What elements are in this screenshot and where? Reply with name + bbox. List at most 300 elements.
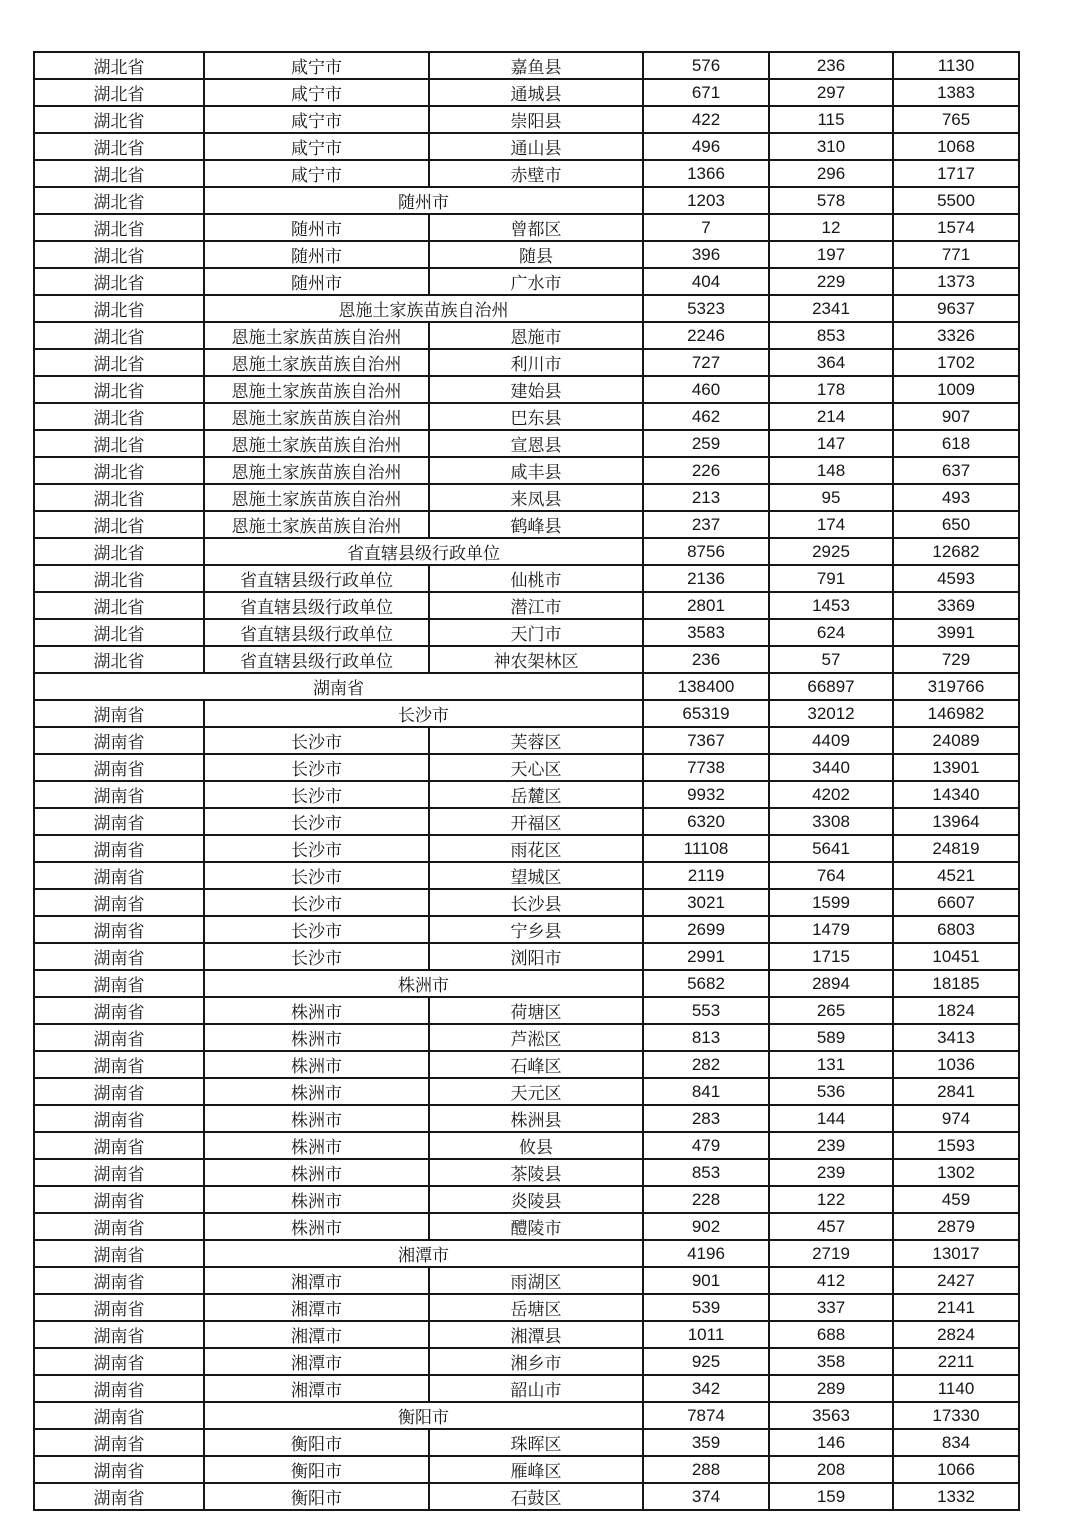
- table-cell: 长沙市: [204, 727, 429, 754]
- table-cell: 553: [643, 997, 769, 1024]
- table-cell: 5641: [769, 835, 893, 862]
- table-cell: 望城区: [429, 862, 643, 889]
- table-cell: 长沙市: [204, 754, 429, 781]
- table-cell: 374: [643, 1483, 769, 1510]
- table-cell: 岳麓区: [429, 781, 643, 808]
- table-cell: 1036: [893, 1051, 1019, 1078]
- table-cell: 671: [643, 79, 769, 106]
- table-cell: 3369: [893, 592, 1019, 619]
- table-cell: 省直辖县级行政单位: [204, 565, 429, 592]
- table-cell: 恩施土家族苗族自治州: [204, 430, 429, 457]
- table-cell: 122: [769, 1186, 893, 1213]
- table-cell: 319766: [893, 673, 1019, 700]
- table-cell: 湖南省: [34, 1051, 204, 1078]
- table-cell: 493: [893, 484, 1019, 511]
- table-row: [34, 754, 1019, 781]
- table-cell: 天门市: [429, 619, 643, 646]
- table-row: [34, 160, 1019, 187]
- table-cell: 7: [643, 214, 769, 241]
- table-row: [34, 781, 1019, 808]
- table-cell: 459: [893, 1186, 1019, 1213]
- table-cell: 4593: [893, 565, 1019, 592]
- table-cell: 长沙市: [204, 889, 429, 916]
- table-cell: 湖北省: [34, 511, 204, 538]
- table-cell: 湖南省: [34, 970, 204, 997]
- table-cell: 229: [769, 268, 893, 295]
- table-row: [34, 322, 1019, 349]
- table-cell: 1715: [769, 943, 893, 970]
- table-cell: 湖南省: [34, 1294, 204, 1321]
- table-row: [34, 970, 1019, 997]
- table-cell: 1066: [893, 1456, 1019, 1483]
- table-row: [34, 1267, 1019, 1294]
- table-cell: 239: [769, 1159, 893, 1186]
- table-row: [34, 646, 1019, 673]
- table-cell: 853: [769, 322, 893, 349]
- table-cell: 404: [643, 268, 769, 295]
- table-cell: 5682: [643, 970, 769, 997]
- table-cell: 湖南省: [34, 727, 204, 754]
- table-cell: 1453: [769, 592, 893, 619]
- table-cell: 韶山市: [429, 1375, 643, 1402]
- table-cell: 539: [643, 1294, 769, 1321]
- table-body: [34, 52, 1019, 1510]
- table-cell: 32012: [769, 700, 893, 727]
- table-cell: 芦淞区: [429, 1024, 643, 1051]
- table-row: [34, 1402, 1019, 1429]
- table-row: [34, 1483, 1019, 1510]
- table-row: [34, 1456, 1019, 1483]
- table-cell: 138400: [643, 673, 769, 700]
- table-cell: 228: [643, 1186, 769, 1213]
- table-cell: 湖北省: [34, 457, 204, 484]
- table-cell: 1130: [893, 52, 1019, 79]
- table-cell: 771: [893, 241, 1019, 268]
- table-cell: 湖南省: [34, 1078, 204, 1105]
- table-cell: 湖北省: [34, 592, 204, 619]
- table-cell: 仙桃市: [429, 565, 643, 592]
- table-cell: 咸宁市: [204, 52, 429, 79]
- table-cell: 17330: [893, 1402, 1019, 1429]
- table-cell: 283: [643, 1105, 769, 1132]
- table-cell: 雁峰区: [429, 1456, 643, 1483]
- city-total-cell: 恩施土家族苗族自治州: [204, 295, 643, 322]
- table-cell: 6803: [893, 916, 1019, 943]
- table-row: [34, 1375, 1019, 1402]
- table-cell: 11108: [643, 835, 769, 862]
- table-row: [34, 1321, 1019, 1348]
- table-cell: 湖北省: [34, 295, 204, 322]
- table-cell: 1599: [769, 889, 893, 916]
- table-cell: 3991: [893, 619, 1019, 646]
- province-total-cell: 湖南省: [34, 673, 643, 700]
- table-row: [34, 187, 1019, 214]
- table-cell: 湖北省: [34, 484, 204, 511]
- table-cell: 湖南省: [34, 1267, 204, 1294]
- table-cell: 湘潭市: [204, 1294, 429, 1321]
- table-cell: 湖北省: [34, 79, 204, 106]
- table-cell: 6607: [893, 889, 1019, 916]
- table-cell: 湖南省: [34, 1483, 204, 1510]
- table-cell: 624: [769, 619, 893, 646]
- table-cell: 荷塘区: [429, 997, 643, 1024]
- table-cell: 湘潭市: [204, 1375, 429, 1402]
- table-cell: 2879: [893, 1213, 1019, 1240]
- table-cell: 422: [643, 106, 769, 133]
- table-cell: 12682: [893, 538, 1019, 565]
- table-cell: 湖北省: [34, 376, 204, 403]
- table-cell: 214: [769, 403, 893, 430]
- table-cell: 727: [643, 349, 769, 376]
- table-row: [34, 106, 1019, 133]
- table-row: [34, 808, 1019, 835]
- table-cell: 建始县: [429, 376, 643, 403]
- table-row: [34, 1132, 1019, 1159]
- table-row: [34, 673, 1019, 700]
- table-cell: 湖南省: [34, 1429, 204, 1456]
- table-cell: 1479: [769, 916, 893, 943]
- table-cell: 赤壁市: [429, 160, 643, 187]
- table-row: [34, 484, 1019, 511]
- table-cell: 1373: [893, 268, 1019, 295]
- table-cell: 湖北省: [34, 241, 204, 268]
- table-cell: 197: [769, 241, 893, 268]
- table-row: [34, 214, 1019, 241]
- table-cell: 湖南省: [34, 1024, 204, 1051]
- table-cell: 湖北省: [34, 187, 204, 214]
- table-row: [34, 1429, 1019, 1456]
- table-cell: 4521: [893, 862, 1019, 889]
- table-cell: 雨湖区: [429, 1267, 643, 1294]
- table-cell: 湖北省: [34, 430, 204, 457]
- table-cell: 8756: [643, 538, 769, 565]
- table-cell: 460: [643, 376, 769, 403]
- table-row: [34, 1294, 1019, 1321]
- table-cell: 237: [643, 511, 769, 538]
- table-cell: 457: [769, 1213, 893, 1240]
- table-cell: 7367: [643, 727, 769, 754]
- table-cell: 石峰区: [429, 1051, 643, 1078]
- table-cell: 576: [643, 52, 769, 79]
- table-row: [34, 295, 1019, 322]
- table-row: [34, 376, 1019, 403]
- table-cell: 石鼓区: [429, 1483, 643, 1510]
- table-cell: 湘潭县: [429, 1321, 643, 1348]
- table-cell: 湘潭市: [204, 1267, 429, 1294]
- table-cell: 来凤县: [429, 484, 643, 511]
- table-cell: 随州市: [204, 214, 429, 241]
- table-cell: 株洲市: [204, 1213, 429, 1240]
- table-cell: 174: [769, 511, 893, 538]
- table-row: [34, 1240, 1019, 1267]
- table-cell: 2719: [769, 1240, 893, 1267]
- table-cell: 3563: [769, 1402, 893, 1429]
- table-cell: 省直辖县级行政单位: [204, 646, 429, 673]
- table-cell: 长沙市: [204, 916, 429, 943]
- table-cell: 湖南省: [34, 781, 204, 808]
- table-cell: 1068: [893, 133, 1019, 160]
- table-cell: 湘潭市: [204, 1321, 429, 1348]
- table-row: [34, 1159, 1019, 1186]
- table-cell: 2925: [769, 538, 893, 565]
- table-cell: 恩施土家族苗族自治州: [204, 484, 429, 511]
- table-cell: 湘潭市: [204, 1348, 429, 1375]
- table-cell: 3413: [893, 1024, 1019, 1051]
- table-cell: 湖北省: [34, 133, 204, 160]
- table-cell: 765: [893, 106, 1019, 133]
- table-cell: 66897: [769, 673, 893, 700]
- table-cell: 长沙市: [204, 835, 429, 862]
- table-row: [34, 1051, 1019, 1078]
- table-cell: 236: [769, 52, 893, 79]
- table-cell: 嘉鱼县: [429, 52, 643, 79]
- table-cell: 恩施土家族苗族自治州: [204, 376, 429, 403]
- table-cell: 湖北省: [34, 268, 204, 295]
- table-cell: 恩施土家族苗族自治州: [204, 403, 429, 430]
- table-row: [34, 700, 1019, 727]
- table-cell: 湖南省: [34, 1348, 204, 1375]
- table-cell: 902: [643, 1213, 769, 1240]
- table-cell: 恩施土家族苗族自治州: [204, 511, 429, 538]
- table-row: [34, 79, 1019, 106]
- table-cell: 289: [769, 1375, 893, 1402]
- table-cell: 637: [893, 457, 1019, 484]
- table-cell: 湖南省: [34, 835, 204, 862]
- table-cell: 广水市: [429, 268, 643, 295]
- table-cell: 208: [769, 1456, 893, 1483]
- table-cell: 2136: [643, 565, 769, 592]
- table-cell: 2824: [893, 1321, 1019, 1348]
- table-cell: 65319: [643, 700, 769, 727]
- table-cell: 长沙市: [204, 808, 429, 835]
- table-cell: 天心区: [429, 754, 643, 781]
- table-cell: 湖南省: [34, 1321, 204, 1348]
- table-cell: 神农架林区: [429, 646, 643, 673]
- table-cell: 湖北省: [34, 106, 204, 133]
- table-cell: 1383: [893, 79, 1019, 106]
- table-cell: 296: [769, 160, 893, 187]
- city-total-cell: 长沙市: [204, 700, 643, 727]
- table-row: [34, 1213, 1019, 1240]
- table-cell: 2991: [643, 943, 769, 970]
- table-cell: 湘乡市: [429, 1348, 643, 1375]
- table-cell: 4196: [643, 1240, 769, 1267]
- table-cell: 湖南省: [34, 943, 204, 970]
- table-cell: 297: [769, 79, 893, 106]
- table-cell: 282: [643, 1051, 769, 1078]
- table-cell: 115: [769, 106, 893, 133]
- table-cell: 1203: [643, 187, 769, 214]
- table-cell: 3021: [643, 889, 769, 916]
- table-cell: 随州市: [204, 268, 429, 295]
- table-cell: 359: [643, 1429, 769, 1456]
- table-cell: 841: [643, 1078, 769, 1105]
- table-cell: 长沙市: [204, 781, 429, 808]
- table-cell: 湖南省: [34, 1159, 204, 1186]
- table-cell: 578: [769, 187, 893, 214]
- table-cell: 湖南省: [34, 1186, 204, 1213]
- table-cell: 炎陵县: [429, 1186, 643, 1213]
- table-cell: 131: [769, 1051, 893, 1078]
- table-cell: 496: [643, 133, 769, 160]
- table-cell: 147: [769, 430, 893, 457]
- table-cell: 湖北省: [34, 52, 204, 79]
- table-cell: 开福区: [429, 808, 643, 835]
- table-cell: 湖南省: [34, 754, 204, 781]
- table-cell: 湖南省: [34, 1213, 204, 1240]
- city-total-cell: 衡阳市: [204, 1402, 643, 1429]
- table-cell: 925: [643, 1348, 769, 1375]
- table-row: [34, 565, 1019, 592]
- table-cell: 湖北省: [34, 565, 204, 592]
- table-cell: 株洲市: [204, 1186, 429, 1213]
- table-row: [34, 997, 1019, 1024]
- table-row: [34, 241, 1019, 268]
- table-cell: 536: [769, 1078, 893, 1105]
- table-cell: 湖南省: [34, 1456, 204, 1483]
- table-cell: 3583: [643, 619, 769, 646]
- table-cell: 239: [769, 1132, 893, 1159]
- table-cell: 株洲市: [204, 1132, 429, 1159]
- table-cell: 湖北省: [34, 403, 204, 430]
- table-cell: 18185: [893, 970, 1019, 997]
- table-cell: 226: [643, 457, 769, 484]
- table-row: [34, 1078, 1019, 1105]
- table-cell: 利川市: [429, 349, 643, 376]
- table-row: [34, 862, 1019, 889]
- table-cell: 13964: [893, 808, 1019, 835]
- table-cell: 株洲市: [204, 1078, 429, 1105]
- table-cell: 10451: [893, 943, 1019, 970]
- table-cell: 342: [643, 1375, 769, 1402]
- table-cell: 随县: [429, 241, 643, 268]
- table-row: [34, 511, 1019, 538]
- table-cell: 潜江市: [429, 592, 643, 619]
- region-statistics-table: [33, 51, 1020, 1511]
- table-row: [34, 430, 1019, 457]
- table-cell: 省直辖县级行政单位: [204, 592, 429, 619]
- table-cell: 湖南省: [34, 1132, 204, 1159]
- table-cell: 恩施土家族苗族自治州: [204, 457, 429, 484]
- table-cell: 湖南省: [34, 1105, 204, 1132]
- table-cell: 湖北省: [34, 538, 204, 565]
- table-cell: 834: [893, 1429, 1019, 1456]
- table-cell: 1824: [893, 997, 1019, 1024]
- table-cell: 148: [769, 457, 893, 484]
- table-cell: 5323: [643, 295, 769, 322]
- table-cell: 湖南省: [34, 1375, 204, 1402]
- table-cell: 湖南省: [34, 700, 204, 727]
- table-cell: 鹤峰县: [429, 511, 643, 538]
- table-cell: 株洲县: [429, 1105, 643, 1132]
- table-cell: 岳塘区: [429, 1294, 643, 1321]
- table-cell: 雨花区: [429, 835, 643, 862]
- table-cell: 688: [769, 1321, 893, 1348]
- table-cell: 144: [769, 1105, 893, 1132]
- table-cell: 3326: [893, 322, 1019, 349]
- table-cell: 364: [769, 349, 893, 376]
- table-cell: 729: [893, 646, 1019, 673]
- table-cell: 湖北省: [34, 619, 204, 646]
- table-cell: 24819: [893, 835, 1019, 862]
- table-cell: 浏阳市: [429, 943, 643, 970]
- table-cell: 6320: [643, 808, 769, 835]
- table-cell: 4202: [769, 781, 893, 808]
- table-cell: 2119: [643, 862, 769, 889]
- table-cell: 7738: [643, 754, 769, 781]
- table-cell: 213: [643, 484, 769, 511]
- table-row: [34, 538, 1019, 565]
- table-row: [34, 1186, 1019, 1213]
- table-cell: 湖南省: [34, 862, 204, 889]
- table-cell: 412: [769, 1267, 893, 1294]
- table-cell: 650: [893, 511, 1019, 538]
- table-cell: 2211: [893, 1348, 1019, 1375]
- table-cell: 湖北省: [34, 646, 204, 673]
- table-cell: 湖北省: [34, 322, 204, 349]
- table-cell: 764: [769, 862, 893, 889]
- table-cell: 358: [769, 1348, 893, 1375]
- table-cell: 13901: [893, 754, 1019, 781]
- table-cell: 12: [769, 214, 893, 241]
- table-row: [34, 592, 1019, 619]
- table-cell: 茶陵县: [429, 1159, 643, 1186]
- table-cell: 2246: [643, 322, 769, 349]
- table-cell: 湖南省: [34, 997, 204, 1024]
- table-cell: 崇阳县: [429, 106, 643, 133]
- table-row: [34, 619, 1019, 646]
- table-cell: 湖南省: [34, 889, 204, 916]
- table-cell: 1009: [893, 376, 1019, 403]
- table-cell: 146: [769, 1429, 893, 1456]
- table-cell: 57: [769, 646, 893, 673]
- table-cell: 宣恩县: [429, 430, 643, 457]
- table-cell: 13017: [893, 1240, 1019, 1267]
- table-cell: 1702: [893, 349, 1019, 376]
- table-cell: 巴东县: [429, 403, 643, 430]
- table-cell: 259: [643, 430, 769, 457]
- city-total-cell: 省直辖县级行政单位: [204, 538, 643, 565]
- table-cell: 株洲市: [204, 1051, 429, 1078]
- table-cell: 907: [893, 403, 1019, 430]
- table-cell: 咸丰县: [429, 457, 643, 484]
- table-cell: 396: [643, 241, 769, 268]
- table-cell: 974: [893, 1105, 1019, 1132]
- table-cell: 159: [769, 1483, 893, 1510]
- table-cell: 310: [769, 133, 893, 160]
- table-cell: 湖南省: [34, 1402, 204, 1429]
- table-cell: 株洲市: [204, 1024, 429, 1051]
- table-row: [34, 349, 1019, 376]
- table-cell: 236: [643, 646, 769, 673]
- table-cell: 1332: [893, 1483, 1019, 1510]
- table-cell: 791: [769, 565, 893, 592]
- table-cell: 1011: [643, 1321, 769, 1348]
- table-cell: 咸宁市: [204, 133, 429, 160]
- table-cell: 长沙市: [204, 862, 429, 889]
- table-cell: 337: [769, 1294, 893, 1321]
- table-cell: 853: [643, 1159, 769, 1186]
- table-cell: 株洲市: [204, 1159, 429, 1186]
- table-row: [34, 916, 1019, 943]
- table-cell: 288: [643, 1456, 769, 1483]
- table-cell: 衡阳市: [204, 1456, 429, 1483]
- table-cell: 1717: [893, 160, 1019, 187]
- table-cell: 1574: [893, 214, 1019, 241]
- city-total-cell: 株洲市: [204, 970, 643, 997]
- table-cell: 2427: [893, 1267, 1019, 1294]
- table-cell: 95: [769, 484, 893, 511]
